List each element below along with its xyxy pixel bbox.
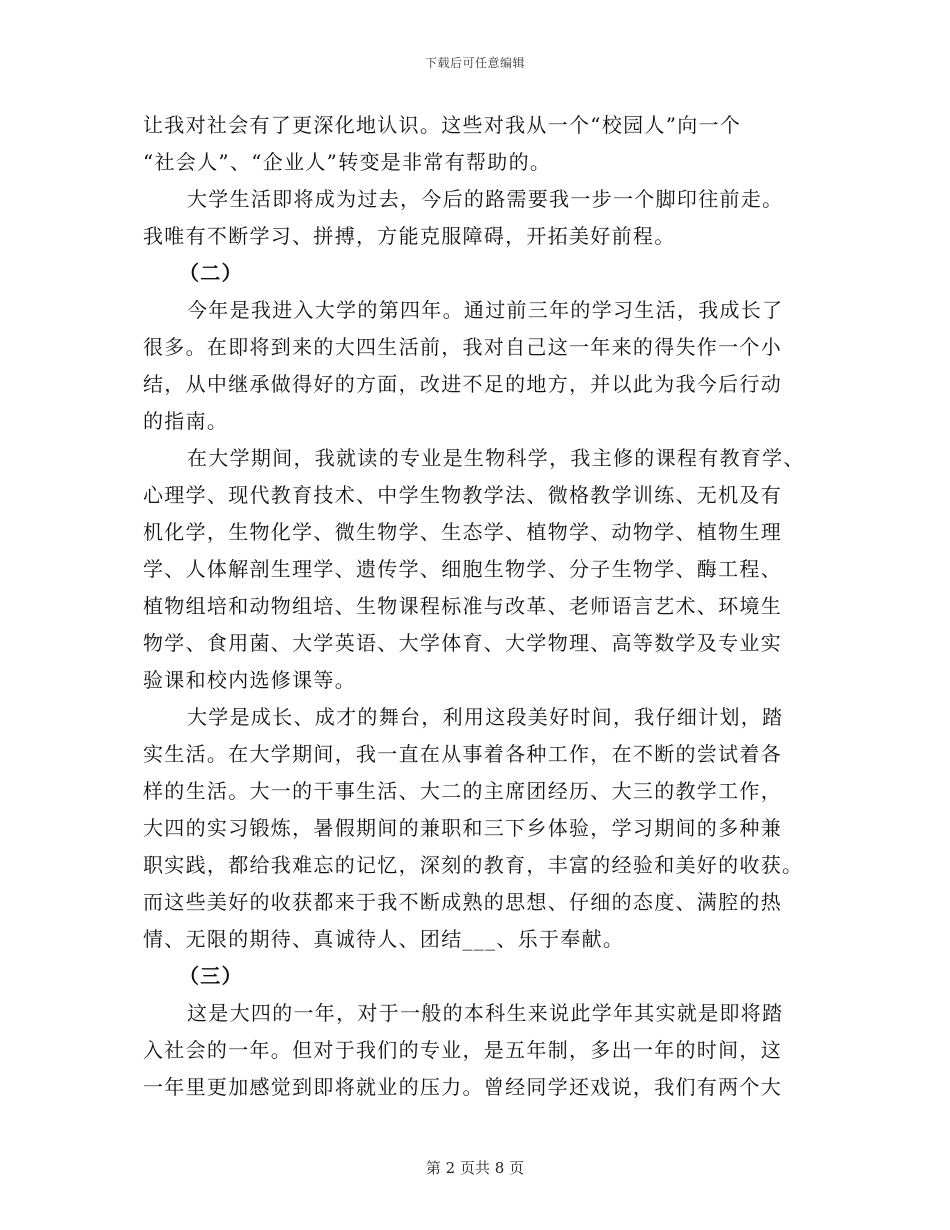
text-line: 而这些美好的收获都来于我不断成熟的思想、仔细的态度、满腔的热 bbox=[143, 890, 782, 914]
text-line: 这是大四的一年，对于一般的本科生来说此学年其实就是即将踏 bbox=[187, 1001, 784, 1025]
text-line: 机化学，生物化学、微生物学、生态学、植物学、动物学、植物生理 bbox=[143, 520, 782, 544]
text-line: 很多。在即将到来的大四生活前，我对自己这一年来的得失作一个小 bbox=[143, 335, 782, 359]
text-line: 样的生活。大一的干事生活、大二的主席团经历、大三的教学工作， bbox=[143, 779, 782, 803]
section-heading: （三） bbox=[179, 964, 243, 988]
body-text bbox=[143, 107, 823, 1106]
text-line: 在大学期间，我就读的专业是生物科学，我主修的课程有教育学、 bbox=[187, 446, 805, 470]
text-line: 结，从中继承做得好的方面，改进不足的地方，并以此为我今后行动 bbox=[143, 372, 782, 396]
text-line: 情、无限的期待、真诚待人、团结___、乐于奉献。 bbox=[143, 927, 625, 951]
text-line: 验课和校内选修课等。 bbox=[143, 668, 356, 692]
text-line: 入社会的一年。但对于我们的专业，是五年制，多出一年的时间，这 bbox=[143, 1038, 782, 1062]
section-heading: （二） bbox=[179, 261, 243, 285]
page-header: 下载后可任意编辑 bbox=[424, 56, 525, 70]
text-line: 实生活。在大学期间，我一直在从事着各种工作，在不断的尝试着各 bbox=[143, 742, 782, 766]
text-line: 大学生活即将成为过去，今后的路需要我一步一个脚印往前走。 bbox=[187, 187, 784, 211]
text-line: 植物组培和动物组培、生物课程标准与改革、老师语言艺术、环境生 bbox=[143, 594, 782, 618]
text-line: 物学、食用菌、大学英语、大学体育、大学物理、高等数学及专业实 bbox=[143, 631, 782, 655]
text-line: 心理学、现代教育技术、中学生物教学法、微格教学训练、无机及有 bbox=[143, 483, 782, 507]
page-footer: 第 2 页共 8 页 bbox=[425, 1159, 525, 1177]
text-line: “社会人”、“企业人”转变是非常有帮助的。 bbox=[143, 150, 552, 174]
text-line: 学、人体解剖生理学、遗传学、细胞生物学、分子生物学、酶工程、 bbox=[143, 557, 782, 581]
text-line: 让我对社会有了更深化地认识。这些对我从一个“校园人”向一个 bbox=[143, 113, 742, 137]
text-line: 今年是我进入大学的第四年。通过前三年的学习生活，我成长了 bbox=[187, 298, 784, 322]
text-line: 大学是成长、成才的舞台，利用这段美好时间，我仔细计划，踏 bbox=[187, 705, 784, 729]
text-line: 的指南。 bbox=[143, 409, 229, 433]
text-line: 一年里更加感觉到即将就业的压力。曾经同学还戏说，我们有两个大 bbox=[143, 1075, 782, 1099]
text-line: 大四的实习锻炼，暑假期间的兼职和三下乡体验，学习期间的多种兼 bbox=[143, 816, 782, 840]
text-line: 我唯有不断学习、拼搏，方能克服障碍，开拓美好前程。 bbox=[143, 224, 676, 248]
text-line: 职实践，都给我难忘的记忆，深刻的教育，丰富的经验和美好的收获。 bbox=[143, 853, 804, 877]
